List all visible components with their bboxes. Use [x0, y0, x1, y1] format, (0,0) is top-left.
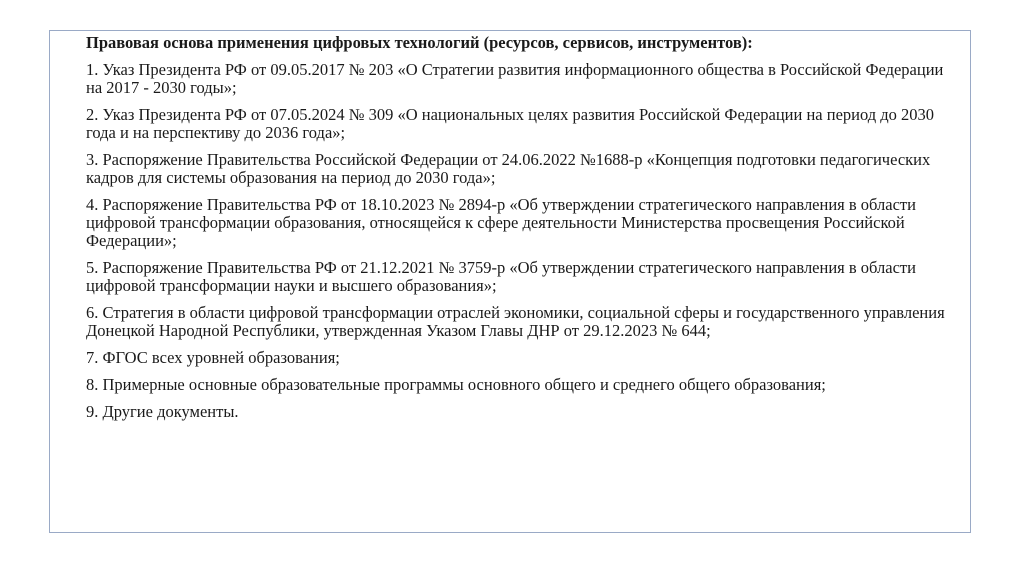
list-item-2: 2. Указ Президента РФ от 07.05.2024 № 309 «О национальных целях развития Российской Федерации на период до 2030 года и на перспективу до 2036 года»;: [86, 105, 935, 142]
list-item-9: 9. Другие документы.: [86, 402, 239, 421]
list-item-3: 3. Распоряжение Правительства Российской Федерации от 24.06.2022 №1688-р «Концепция подготовки педагогических кадров для системы образования на период до 2030 года»;: [86, 150, 931, 187]
list-item-8: 8. Примерные основные образовательные программы основного общего и среднего общего образования;: [86, 375, 826, 394]
document-heading: Правовая основа применения цифровых технологий (ресурсов, сервисов, инструментов):: [86, 33, 753, 52]
document-body: [86, 34, 956, 421]
list-item-4: 4. Распоряжение Правительства РФ от 18.10.2023 № 2894-р «Об утверждении стратегического направления в области цифровой трансформации образования, относящейся к сфере деятельности Министерства просвещения Российской Федерации»;: [86, 195, 916, 250]
list-item-6: 6. Стратегия в области цифровой трансформации отраслей экономики, социальной сферы и государственного управления Донецкой Народной Республики, утвержденная Указом Главы ДНР от 29.12.2023 № 644;: [86, 303, 945, 340]
list-item-1: 1. Указ Президента РФ от 09.05.2017 № 203 «О Стратегии развития информационного общества в Российской Федерации на 2017 - 2030 годы»;: [86, 60, 944, 97]
list-item-7: 7. ФГОС всех уровней образования;: [86, 348, 340, 367]
list-item-5: 5. Распоряжение Правительства РФ от 21.12.2021 № 3759-р «Об утверждении стратегического направления в области цифровой трансформации науки и высшего образования»;: [86, 258, 916, 295]
